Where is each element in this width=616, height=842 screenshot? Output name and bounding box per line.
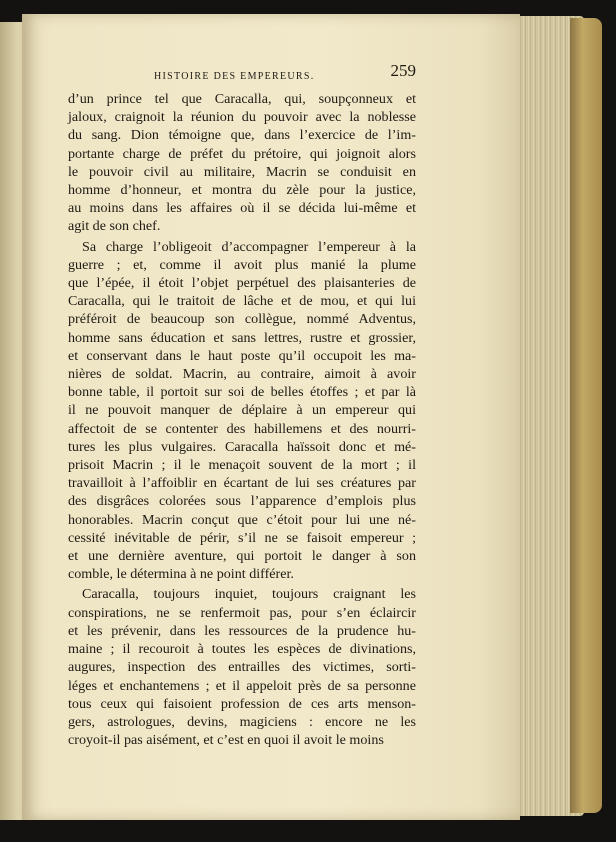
text-line: et une dernière aventure, qui portoit le danger à son [68, 548, 416, 565]
text-line: Caracalla, toujours inquiet, toujours craignant les [82, 586, 416, 603]
text-line: conspirations, ne se renfermoit pas, pour s’en éclaircir [68, 604, 416, 621]
text-line: et les prévenir, dans les ressources de la prudence hu- [68, 622, 416, 639]
text-line: et conservant dans le haut poste qu’il occupoit les ma- [68, 347, 416, 364]
body-text [68, 90, 416, 749]
text-line: gers, astrologues, devins, magiciens : encore ne les [68, 713, 416, 730]
text-line: des disgrâces colorées sous l’apparence d’emplois plus [68, 493, 416, 510]
text-line: d’un prince tel que Caracalla, qui, soupçonneux et [68, 91, 416, 107]
text-line: tous ceux qui faisoient profession de ces arts menson- [68, 695, 416, 712]
paragraph [68, 90, 416, 236]
text-line: Sa charge l’obligeoit d’accompagner l’empereur à la [82, 238, 416, 255]
text-line: prisoit Macrin ; il le menaçoit souvent de la mort ; il [68, 457, 416, 474]
text-line: du sang. Dion témoigne que, dans l’exercice de l’im- [68, 127, 416, 144]
text-line: augures, inspection des entrailles des victimes, sorti- [68, 659, 416, 676]
text-line: que l’épée, il étoit l’objet perpétuel des plaisanteries de [68, 275, 416, 292]
text-line: au moins dans les affaires où il se décida lui-même et [68, 200, 416, 217]
text-line: honorables. Macrin conçut que c’étoit pour lui une né- [68, 511, 416, 528]
text-line: léges et enchantemens ; et il appeloit près de sa personne [68, 677, 416, 694]
text-line: tures les plus vulgaires. Caracalla haïssoit donc et mé- [68, 438, 416, 455]
text-line: portante charge de préfet du prétoire, qui joignoit alors [68, 145, 416, 162]
text-line: il ne pouvoit manquer de déplaire à un empereur qui [68, 402, 416, 419]
text-line: maine ; il recouroit à toutes les espèces de divinations, [68, 641, 416, 658]
text-line: préféroit de beaucoup son collègue, nommé Adventus, [68, 311, 416, 328]
text-line: agit de son chef. [68, 218, 161, 235]
text-line: comble, le détermina à ne point différer. [68, 566, 294, 583]
text-line: le pouvoir civil au militaire, Macrin se conduisit en [68, 163, 416, 180]
text-line: affectoit de se contenter des habillemens et des nourri- [68, 420, 416, 437]
paragraph [68, 238, 416, 584]
page-number: 259 [390, 61, 416, 80]
text-line: nières de soldat. Macrin, au contraire, aimoit à avoir [68, 366, 416, 383]
running-head: HISTOIRE DES EMPEREURS. [154, 71, 315, 82]
text-line: bonne table, il portoit sur soi de belles étoffes ; et par là [68, 384, 416, 401]
book-cover-edge [570, 18, 602, 813]
text-line: jaloux, craignoit la réunion du pouvoir avec la noblesse [68, 109, 416, 126]
text-line: Caracalla, qui le traitoit de lâche et de mou, et qui lui [68, 293, 416, 310]
text-line: cessité inévitable de périr, s’il ne se faisoit empereur ; [68, 529, 416, 546]
page-text [68, 61, 416, 749]
page-header [68, 61, 416, 90]
text-line: homme sans éducation et sans lettres, rustre et grossier, [68, 329, 416, 346]
text-line: homme d’honneur, et montra du zèle pour la justice, [68, 182, 416, 199]
text-line: croyoit-il pas aisément, et c’est en quoi il avoit le moins [68, 732, 384, 749]
text-line: guerre ; et, comme il avoit plus manié la plume [68, 256, 416, 273]
text-line: travailloit à l’affoiblir en écartant de lui ses créatures par [68, 475, 416, 492]
paragraph [68, 585, 416, 749]
